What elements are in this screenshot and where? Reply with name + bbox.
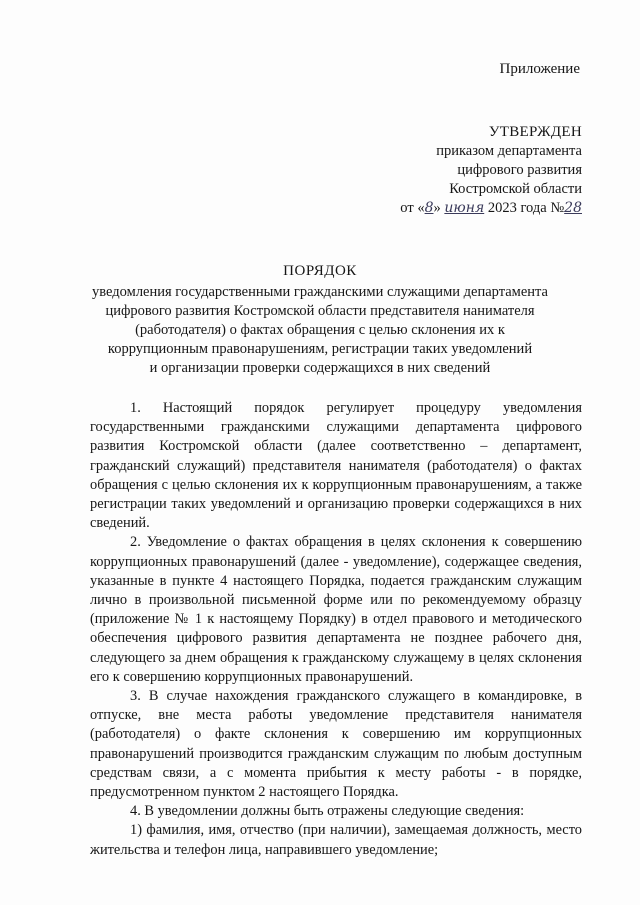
subtitle-line: цифрового развития Костромской области представителя нанимателя: [105, 303, 535, 319]
approval-stamp: [400, 123, 582, 218]
approval-line: приказом департамента: [436, 143, 582, 159]
handwritten-day: 8: [424, 200, 434, 216]
subtitle-line: (работодателя) о фактах обращения с целью склонения их к: [135, 322, 505, 338]
paragraph-4: 4. В уведомлении должны быть отражены следующие сведения:: [130, 803, 525, 820]
subtitle-line: и организации проверки содержащихся в них сведений: [149, 360, 491, 376]
approval-line: цифрового развития: [457, 162, 582, 178]
date-prefix: от «: [400, 200, 425, 216]
handwritten-number: 28: [564, 200, 582, 216]
document-title-block: [80, 262, 560, 378]
date-year: 2023 года №: [487, 200, 565, 216]
approval-date-line: [400, 199, 582, 218]
paragraph-3: 3. В случае нахождения гражданского служащего в командировке, в отпуске, вне места работы уведомление представителя нанимателя (работодателя) о факте склонения к совершению им коррупционных правонарушений производится гражданским служащим по любым доступным средствам связи, а с момента прибытия к месту работы - в порядке, предусмотренном пунктом 2 настоящего Порядка.: [90, 688, 582, 801]
date-mid: »: [433, 200, 441, 216]
document-body: [90, 399, 582, 860]
paragraph-1: 1. Настоящий порядок регулирует процедуру уведомления государственными гражданскими служащими департамента цифрового развития Костромской области (далее соответственно – департамент, гражданский служащий) представителя нанимателя (работодателя) о фактах обращения с целью склонения их к коррупционным правонарушениям, а также регистрации таких уведомлений и организацию проверки содержащихся в них сведений.: [90, 400, 582, 532]
approval-heading: УТВЕРЖДЕН: [488, 124, 582, 140]
paragraph-2: 2. Уведомление о фактах обращения в целях склонения к совершению коррупционных правонарушений (далее - уведомление), содержащее сведения, указанные в пункте 4 настоящего Порядка, подается гражданским служащим лично в произвольной письменной форме или по рекомендуемому образцу (приложение № 1 к настоящему Порядку) в отдел правового и методического обеспечения цифрового развития департамента не позднее рабочего дня, следующего за днем обращения к гражданскому служащему в целях склонения его к совершению коррупционных правонарушений.: [90, 534, 582, 685]
approval-line: Костромской области: [449, 181, 582, 197]
document-title: ПОРЯДОК: [283, 263, 357, 279]
paragraph-5: 1) фамилия, имя, отчество (при наличии), замещаемая должность, место жительства и телефон лица, направившего уведомление;: [90, 822, 582, 858]
annex-label: Приложение: [499, 61, 580, 77]
subtitle-line: уведомления государственными гражданскими служащими департамента: [92, 284, 548, 300]
handwritten-month: июня: [444, 200, 485, 216]
subtitle-line: коррупционным правонарушениям, регистрации таких уведомлений: [107, 341, 533, 357]
